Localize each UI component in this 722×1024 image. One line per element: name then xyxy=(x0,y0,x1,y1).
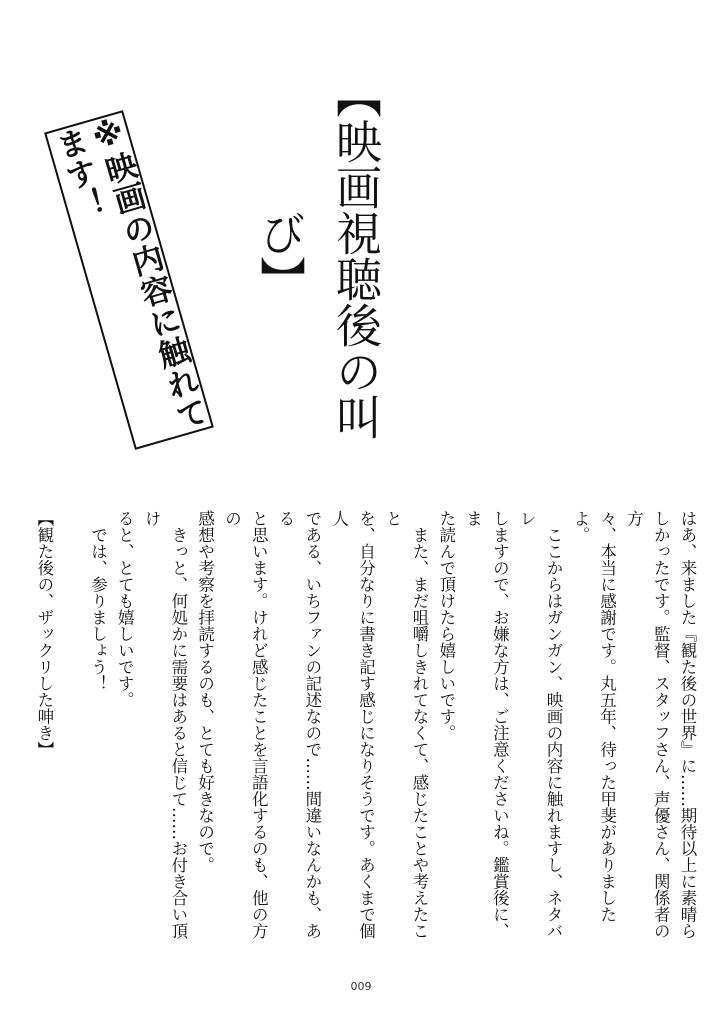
text-line: きっと、何処かに需要はあると信じて……お付き合い頂け xyxy=(142,510,188,939)
blank-line xyxy=(3,510,30,940)
blank-line xyxy=(57,510,84,940)
spoiler-warning-text: ※映画の内容に触れてます！ xyxy=(47,112,211,436)
page-number: 009 xyxy=(350,980,372,993)
spoiler-warning-box xyxy=(44,110,214,450)
page-title: 【映画視聴後の叫び】 xyxy=(253,72,383,440)
body-text xyxy=(34,510,700,940)
text-line: では、参りましょう！ xyxy=(88,510,108,692)
text-line: しますので、お嫌な方は、ご注意くださいね。鑑賞後に、ま xyxy=(463,510,510,939)
text-line: と思います。けれど感じたことを言語化するのも、他の方の xyxy=(222,510,269,939)
text-line: 々、本当に感謝です。丸五年、待った甲斐がありましたよ。 xyxy=(570,510,617,923)
text-line: また、まだ咀嚼しきれてなくて、感じたことや考えたこと xyxy=(383,510,430,939)
text-line: を、自分なりに書き記す感じになりそうです。あくまで個人 xyxy=(329,510,376,939)
section-heading: 【観た後の、ザックリした呻き】 xyxy=(34,510,54,758)
text-line: 感想や考察を拝読するのも、とても好きなので。 xyxy=(195,510,215,873)
text-line: はあ、来ました『観た後の世界』に……期待以上に素晴ら xyxy=(678,510,697,939)
text-line: た読んで頂けたら嬉しいです。 xyxy=(436,510,456,741)
text-line: ここからはガンガン、映画の内容に触れますし、ネタバレ xyxy=(517,510,564,939)
text-line: ると、とても嬉しいです。 xyxy=(115,510,135,708)
text-line: しかったです。監督、スタッフさん、声優さん、関係者の方 xyxy=(624,510,671,939)
text-line xyxy=(0,510,3,940)
text-line: である、いちファンの記述なので……間違いなんかも、ある xyxy=(276,510,322,939)
